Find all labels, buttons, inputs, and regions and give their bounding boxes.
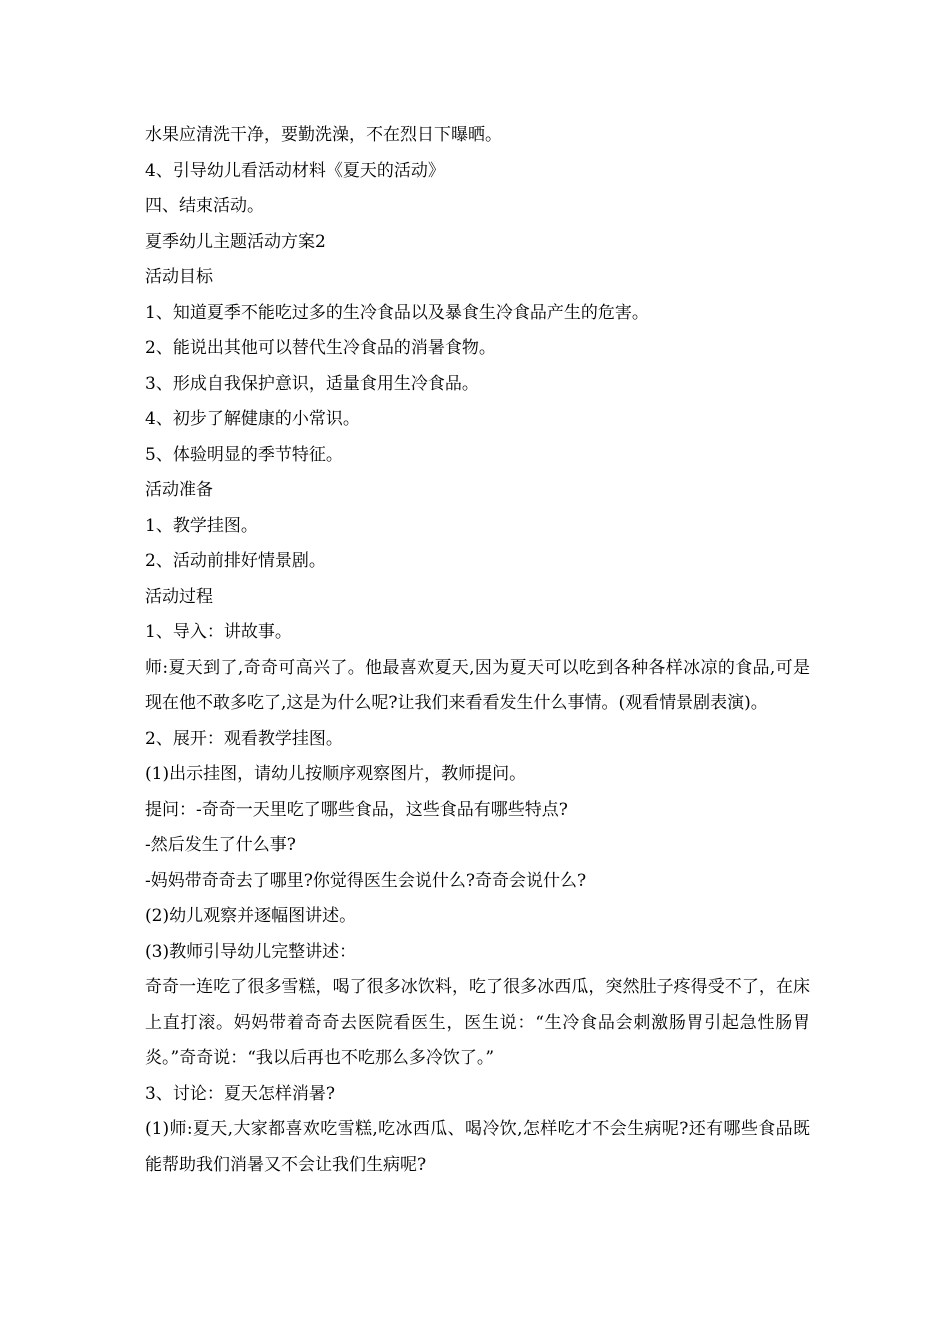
text-line: 4、引导幼儿看活动材料《夏天的活动》 <box>145 160 445 181</box>
list-item: (3)教师引导幼儿完整讲述： <box>145 941 357 962</box>
text-line: 水果应清洗干净，要勤洗澡，不在烈日下曝晒。 <box>145 125 502 145</box>
list-item: (1)出示挂图，请幼儿按顺序观察图片，教师提问。 <box>145 764 527 784</box>
list-item: 5、体验明显的季节特征。 <box>145 444 343 465</box>
section-heading: 活动目标 <box>145 267 213 287</box>
document-body <box>145 118 810 1183</box>
list-item: (2)幼儿观察并逐幅图讲述。 <box>145 906 357 926</box>
retell-paragraph: 奇奇一连吃了很多雪糕，喝了很多冰饮料，吃了很多冰西瓜，突然肚子疼得受不了，在床上直打滚。妈妈带着奇奇去医院看医生，医生说：“生冷食品会刺激肠胃引起急性肠胃炎。”奇奇说：“我以后再也不吃那么多冷饮了。” <box>145 977 810 1068</box>
list-item: 4、初步了解健康的小常识。 <box>145 409 360 429</box>
section-heading: 活动准备 <box>145 480 213 500</box>
story-paragraph: 师:夏天到了,奇奇可高兴了。他最喜欢夏天,因为夏天可以吃到各种各样冰凉的食品,可是现在他不敢多吃了,这是为什么呢?让我们来看看发生什么事情。(观看情景剧表演)。 <box>145 657 810 713</box>
section-heading: 四、结束活动。 <box>145 196 264 216</box>
text-line: 提问：-奇奇一天里吃了哪些食品，这些食品有哪些特点? <box>145 799 568 820</box>
text-line: -妈妈带奇奇去了哪里?你觉得医生会说什么?奇奇会说什么? <box>145 870 587 891</box>
text-line: -然后发生了什么事? <box>145 835 296 855</box>
list-item: 2、能说出其他可以替代生冷食品的消暑食物。 <box>145 338 496 358</box>
list-item: 1、导入：讲故事。 <box>145 622 292 642</box>
list-item: 2、活动前排好情景剧。 <box>145 551 326 571</box>
list-item: 2、展开：观看教学挂图。 <box>145 728 343 749</box>
list-item: 1、知道夏季不能吃过多的生冷食品以及暴食生冷食品产生的危害。 <box>145 302 649 323</box>
section-heading: 活动过程 <box>145 586 213 607</box>
plan-title: 夏季幼儿主题活动方案2 <box>145 231 326 252</box>
discussion-paragraph: (1)师:夏天,大家都喜欢吃雪糕,吃冰西瓜、喝冷饮,怎样吃才不会生病呢?还有哪些食品既能帮助我们消暑又不会让我们生病呢? <box>145 1119 810 1175</box>
list-item: 3、讨论：夏天怎样消暑? <box>145 1083 335 1104</box>
list-item: 3、形成自我保护意识，适量食用生冷食品。 <box>145 373 479 394</box>
list-item: 1、教学挂图。 <box>145 515 258 536</box>
